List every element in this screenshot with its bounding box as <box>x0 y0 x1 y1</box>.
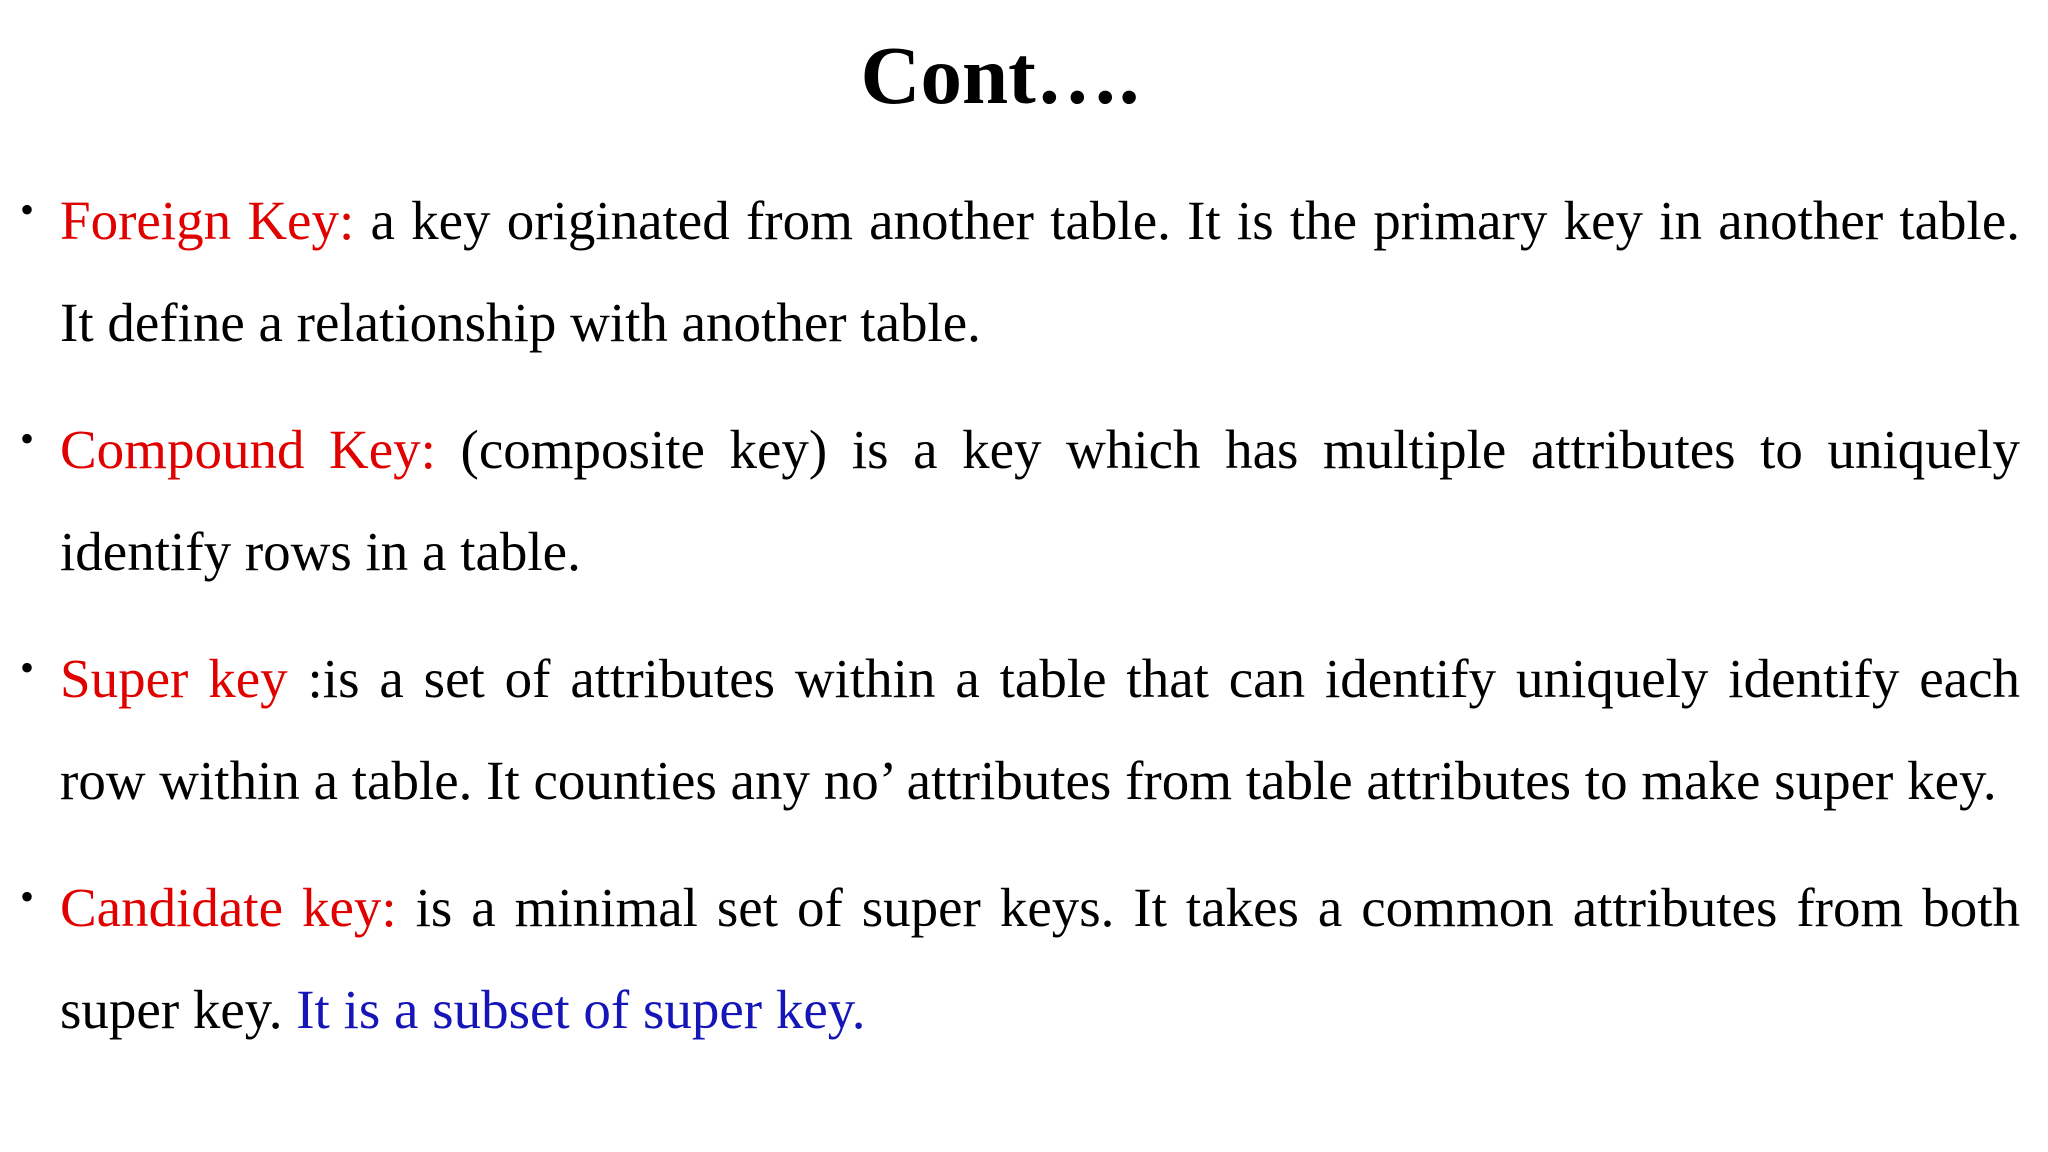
bullet-dot-icon: • <box>20 645 35 690</box>
slide-title: Cont…. <box>860 29 1140 121</box>
bullet-foreign-key <box>20 170 2020 374</box>
term-super-key: Super key <box>60 648 288 709</box>
definition-foreign-key: a key originated from another table. It is the primary key in another table. It define a relationship with another table. <box>60 190 2020 353</box>
bullet-dot-icon: • <box>20 416 35 461</box>
bullet-candidate-key <box>20 857 2020 1061</box>
highlight-subset-note: It is a subset of super key. <box>296 979 866 1040</box>
bullet-dot-icon: • <box>20 874 35 919</box>
term-foreign-key: Foreign Key: <box>60 190 355 251</box>
term-candidate-key: Candidate key: <box>60 877 397 938</box>
definition-compound-key: (composite key) is a key which has multiple attributes to uniquely identify rows in a table. <box>60 419 2020 582</box>
bullet-super-key <box>20 628 2020 832</box>
definition-super-key: :is a set of attributes within a table that can identify uniquely identify each row within a table. It counties any no’ attributes from table attributes to make super key. <box>60 648 2020 811</box>
bullet-compound-key <box>20 399 2020 603</box>
definition-candidate-key: is a minimal set of super keys. It takes a common attributes from both super key. <box>60 877 2020 1040</box>
bullet-list <box>20 170 2020 1086</box>
bullet-dot-icon: • <box>20 187 35 232</box>
term-compound-key: Compound Key: <box>60 419 436 480</box>
